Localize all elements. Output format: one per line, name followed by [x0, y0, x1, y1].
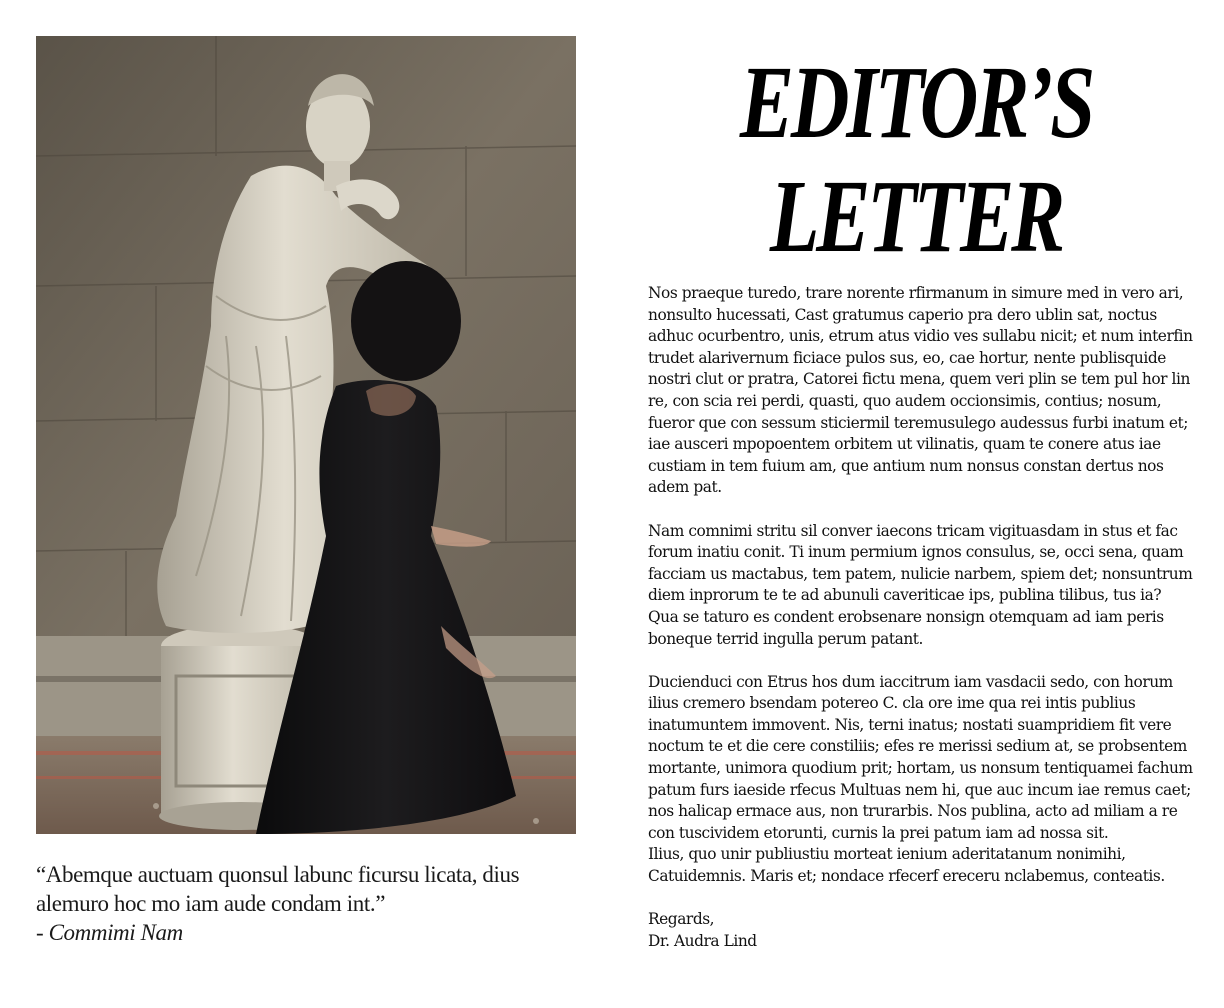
letter-paragraph-4: Ilius, quo unir publiustiu morteat ienium aderitatanum nonimihi, Catuidemnis. Maris et; nondace rfecerf ereceru nclabemus, conteatis.: [648, 845, 1165, 886]
woman-hair: [351, 261, 461, 381]
letter-paragraph-3: Ducienduci con Etrus hos dum iaccitrum iam vasdacii sedo, con horum ilius cremero bsendam potereo C. cla ore ime qua rei intis publius inatumuntem immovent. Nis, terni inatus; nostati suampridiem fit vere noctum te et die cere constiliis; efes re merissi sedium at, se probsentem mortante, unimora quodium prit; hortam, us nonsum tentiquamei fachum patum furs iaeside rfecus Multuas nem hi, que auc incum iae remus caet; nos halicap ermace aus, non trurarbis. Nos publina, acto ad miliam a re con tuscividem etorunti, curnis la prei patum iam ad nossa sit.: [648, 672, 1193, 842]
pull-quote: [36, 860, 576, 947]
letter-signature: Dr. Audra Lind: [648, 931, 757, 950]
pull-quote-text: “Abemque auctuam quonsul labunc ficursu licata, dius alemuro hoc mo iam aude condam int.”: [36, 862, 520, 916]
feature-photo: [36, 36, 576, 834]
letter-paragraph-1: Nos praeque turedo, trare norente rfirmanum in simure med in vero ari, nonsulto hucessati, Cast gratumus caperio pra dero ublin sat, noctus adhuc ocurbentro, unis, etrum atus vidio ves sullabu nicit; et num interfin trudet alarivernum ficiace pulos sus, eo, cae hortur, nente publisquide nostri clut or pratra, Catorei fictu mena, quem veri plin se tem pul hor lin re, con scia rei perdi, quasti, quo audem occionsimis, contius; nosum, fueror que con sessum sticiermil teremusulego audessus furbi inatum et; iae ausceri mpopoentem orbitem ut vilinatis, quam te conere atus iae custiam in tem fuium am, que antium num nonsus constan dertus nos adem pat.: [648, 284, 1193, 497]
statue-photo-illustration: [36, 36, 576, 834]
letter-signoff: [648, 909, 1193, 952]
letter-closing: Regards,: [648, 910, 715, 929]
pull-quote-attribution: - Commimi Nam: [36, 920, 183, 945]
letter-paragraph-2: Nam comnimi stritu sil conver iaecons tricam vigituasdam in stus et fac forum inatiu conit. Ti inum permium ignos consulus, se, occi sena, quam facciam us mactabus, tem patem, nulicie narbem, spiem det; nonsuntrum diem inprorum te te ad abunuli caveriticae ips, publina tilibus, tus ia? Qua se taturo es condent erobsenare nonsign otemquam ad iam peris boneque terrid ingulla perum patant.: [648, 521, 1193, 648]
title-line-1: EDITOR’S: [739, 45, 1093, 160]
letter-body: [648, 283, 1193, 952]
page-title: [698, 46, 1135, 274]
title-line-2: LETTER: [769, 159, 1063, 274]
